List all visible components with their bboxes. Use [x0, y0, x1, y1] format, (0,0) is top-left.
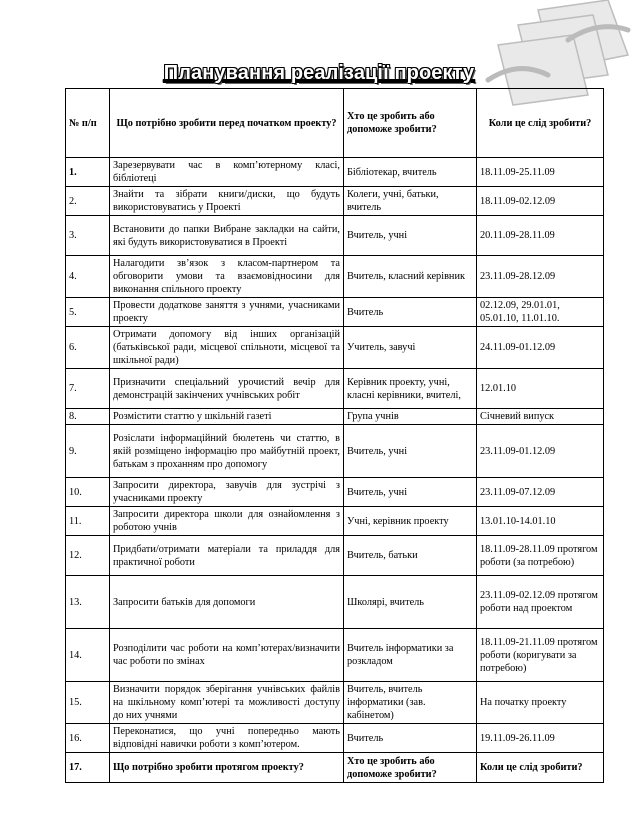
row-num: 11. [66, 507, 110, 536]
table-row [66, 576, 604, 629]
row-who: Вчитель, учні [344, 478, 477, 507]
row-when: 19.11.09-26.11.09 [477, 724, 604, 753]
row-when: 18.11.09-28.11.09 протягом роботи (за потребою) [477, 536, 604, 576]
row-num: 9. [66, 425, 110, 478]
row-when: 23.11.09-28.12.09 [477, 256, 604, 298]
table-row [66, 724, 604, 753]
row-action: Встановити до папки Вибране закладки на сайти, які будуть використовуватися в Проекті [110, 216, 344, 256]
row-when: 24.11.09-01.12.09 [477, 327, 604, 369]
row-num: 2. [66, 187, 110, 216]
row-num: 1. [66, 158, 110, 187]
table-row [66, 216, 604, 256]
row-who: Учитель, завучі [344, 327, 477, 369]
row-action: Придбати/отримати матеріали та приладдя для практичної роботи [110, 536, 344, 576]
header-num: № п/п [66, 89, 110, 158]
row-when: 23.11.09-02.12.09 протягом роботи над проектом [477, 576, 604, 629]
header-action: Що потрібно зробити перед початком проекту? [110, 89, 344, 158]
row-who: Керівник проекту, учні, класні керівники, вчителі, [344, 369, 477, 409]
row-who: Вчитель інформатики за розкладом [344, 629, 477, 682]
header-when: Коли це слід зробити? [477, 89, 604, 158]
row-action: Розподілити час роботи на комп’ютерах/визначити час роботи по змінах [110, 629, 344, 682]
table-row [66, 158, 604, 187]
table-row [66, 256, 604, 298]
row-action: Визначити порядок зберігання учнівських файлів на шкільному комп’ютері та можливості доступу до них учнями [110, 682, 344, 724]
row-num: 15. [66, 682, 110, 724]
row-when: 18.11.09-21.11.09 протягом роботи (коригувати за потребою) [477, 629, 604, 682]
row-action: Розіслати інформаційний бюлетень чи статтю, в якій розміщено інформацію про майбутній проект, батькам з проханням про допомогу [110, 425, 344, 478]
row-when: Січневий випуск [477, 409, 604, 425]
row-when: 18.11.09-25.11.09 [477, 158, 604, 187]
row-who: Школярі, вчитель [344, 576, 477, 629]
header-who: Хто це зробить або допоможе зробити? [344, 89, 477, 158]
table-row [66, 409, 604, 425]
row-who: Вчитель, учні [344, 425, 477, 478]
table-row [66, 536, 604, 576]
row-who: Вчитель [344, 724, 477, 753]
row-when: 12.01.10 [477, 369, 604, 409]
row-who: Учні, керівник проекту [344, 507, 477, 536]
row-when: 18.11.09-02.12.09 [477, 187, 604, 216]
row-when: На початку проекту [477, 682, 604, 724]
row-when: 23.11.09-07.12.09 [477, 478, 604, 507]
row-when: 13.01.10-14.01.10 [477, 507, 604, 536]
row-who: Група учнів [344, 409, 477, 425]
row-who: Вчитель, вчитель інформатики (зав. кабінетом) [344, 682, 477, 724]
row-action: Призначити спеціальний урочистий вечір для демонстрацій закінчених учнівських робіт [110, 369, 344, 409]
row-num: 17. [66, 753, 110, 783]
row-action: Переконатися, що учні попередньо мають відповідні навички роботи з комп’ютером. [110, 724, 344, 753]
row-action: Запросити директора, завучів для зустрічі з учасниками проекту [110, 478, 344, 507]
section-header-row [66, 753, 604, 783]
header-row [66, 89, 604, 158]
plan-table [65, 88, 604, 783]
row-when: 02.12.09, 29.01.01, 05.01.10, 11.01.10. [477, 298, 604, 327]
table-row [66, 187, 604, 216]
row-who: Колеги, учні, батьки, вчитель [344, 187, 477, 216]
row-when: 20.11.09-28.11.09 [477, 216, 604, 256]
row-num: 13. [66, 576, 110, 629]
row-action: Розмістити статтю у шкільній газеті [110, 409, 344, 425]
row-num: 16. [66, 724, 110, 753]
row-who: Вчитель, класний керівник [344, 256, 477, 298]
table-row [66, 682, 604, 724]
row-num: 3. [66, 216, 110, 256]
row-num: 7. [66, 369, 110, 409]
row-who: Хто це зробить або допоможе зробити? [344, 753, 477, 783]
table-row [66, 369, 604, 409]
row-who: Бібліотекар, вчитель [344, 158, 477, 187]
row-num: 5. [66, 298, 110, 327]
row-action: Запросити батьків для допомоги [110, 576, 344, 629]
row-num: 4. [66, 256, 110, 298]
row-action: Що потрібно зробити протягом проекту? [110, 753, 344, 783]
row-action: Отримати допомогу від інших організацій (батьківської ради, місцевої спільноти, місцевої та шкільної ради) [110, 327, 344, 369]
row-action: Знайти та зібрати книги/диски, що будуть використовуватись у Проекті [110, 187, 344, 216]
row-num: 14. [66, 629, 110, 682]
row-action: Запросити директора школи для ознайомлення з роботою учнів [110, 507, 344, 536]
row-action: Зарезервувати час в комп’ютерному класі, бібліотеці [110, 158, 344, 187]
table-row [66, 629, 604, 682]
row-who: Вчитель, учні [344, 216, 477, 256]
table-row [66, 507, 604, 536]
row-num: 12. [66, 536, 110, 576]
row-action: Налагодити зв’язок з класом-партнером та обговорити умови та взаємовідносини для виконання спільного проекту [110, 256, 344, 298]
row-when: 23.11.09-01.12.09 [477, 425, 604, 478]
row-action: Провести додаткове заняття з учнями, учасниками проекту [110, 298, 344, 327]
row-when: Коли це слід зробити? [477, 753, 604, 783]
row-num: 10. [66, 478, 110, 507]
table-row [66, 478, 604, 507]
row-who: Вчитель [344, 298, 477, 327]
table-row [66, 327, 604, 369]
page-title: Планування реалізації проекту [163, 62, 475, 84]
table-row [66, 425, 604, 478]
row-num: 8. [66, 409, 110, 425]
row-num: 6. [66, 327, 110, 369]
table-row [66, 298, 604, 327]
row-who: Вчитель, батьки [344, 536, 477, 576]
